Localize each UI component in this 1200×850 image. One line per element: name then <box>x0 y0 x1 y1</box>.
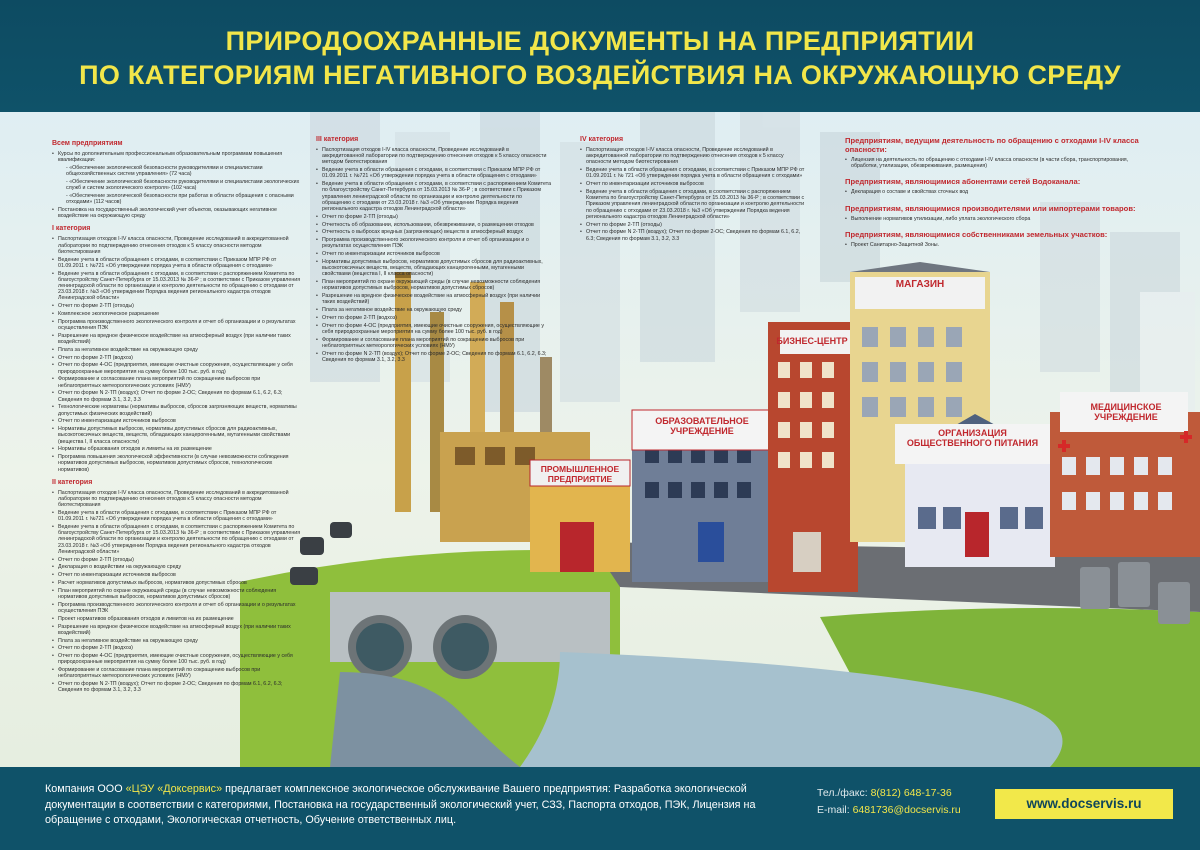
list-item: • Отчет по форме 4-ОС (предприятия, имеющие очистные сооружения, осуществляющие у себя природоохранные мероприятия на сумму более 100 тыс. руб. в год) <box>58 653 302 665</box>
business-center-building <box>768 322 858 592</box>
list-item: • Проект нормативов образования отходов и лимитов на их размещение <box>58 616 302 622</box>
list-item: • Проект Санитарно-Защитной Зоны. <box>851 242 1145 248</box>
section-title-land: Предприятиям, являющимися собственниками земельных участков: <box>845 229 1108 239</box>
list-item: • Плата за негативное воздействие на окружающую среду <box>322 307 552 313</box>
phone-label: Тел./факс: <box>817 787 871 799</box>
list-producers <box>845 216 1145 222</box>
list-item: • Отчет по форме N 2-ТП (воздух); Отчет по форме 2-ОС; Сведения по формам 6.1, 6.2, 6.3; Сведения по формам 3.1, 3.2, 3.3 <box>58 681 302 693</box>
list-item: • Ведение учета в области обращения с отходами, в соответствии с Приказом МПР РФ от 01.09.2011 г. №721 «Об утверждении порядка учета в области обращения с отходами» <box>58 257 302 269</box>
section-title-cat2: II категория <box>52 478 93 486</box>
label-school-line1: ОБРАЗОВАТЕЛЬНОЕ <box>655 416 749 426</box>
phone-row <box>817 785 961 802</box>
list-item: • Программа производственного экологического контроля и отчет об организации и о результатах осуществления ПЭК <box>58 602 302 614</box>
list-all <box>52 151 302 219</box>
list-land <box>845 242 1145 248</box>
list-item: • Нормативы допустимых выбросов, нормативов допустимых сбросов для радиоактивных, высокотоксичных веществ, веществ, обладающих канцерогенными, мутагенными свойствами (вещества I, II класса опасности) <box>322 259 552 278</box>
list-item: • Программа повышения экологической эффективности (в случае невозможности соблюдения нормативов допустимых выбросов, нормативов допустимых сбросов, технологических нормативов) <box>58 454 302 473</box>
list-item: • План мероприятий по охране окружающей среды (в случае невозможности соблюдения нормативов допустимых выбросов, нормативов допустимых сбросов) <box>58 588 302 600</box>
list-item: • Отчет по инвентаризации источников выбросов <box>58 572 302 578</box>
list-item: • Отчет по форме 2-ТП (водхоз) <box>58 355 302 361</box>
page-title-line-2: ПО КАТЕГОРИЯМ НЕГАТИВНОГО ВОЗДЕЙСТВИЯ НА ОКРУЖАЮЩУЮ СРЕДУ <box>79 60 1121 90</box>
list-item: • Отчет по форме 2-ТП (отходы) <box>586 222 805 228</box>
list-item: • Декларация о составе и свойствах сточных вод <box>851 189 1145 195</box>
list-item: • Отчетность об образовании, использовании, обезвреживании, о размещении отходов <box>322 222 552 228</box>
label-industry <box>532 464 628 484</box>
list-item: - «Обеспечение экологической безопасности руководителями и специалистами общехозяйственных систем управления» (72 часа) <box>66 165 263 178</box>
list-item: • Отчет по форме 4-ОС (предприятия, имеющие очистные сооружения, осуществляющие у себя природоохранные мероприятия на сумму более 100 тыс. руб. в год) <box>322 323 552 335</box>
list-item: • Паспортизация отходов I-IV класса опасности, Проведение исследований в аккредитованной лаборатории по подтверждению отнесения отходов к 5 классу опасности методом биотестирования <box>58 236 302 255</box>
list-item: • Выполнение нормативов утилизации, либо уплата экологического сбора <box>851 216 1145 222</box>
label-school <box>632 416 772 436</box>
list-item: • Отчет по форме 2-ТП (водхоз) <box>322 315 552 321</box>
list-item: • Нормативы допустимых выбросов, нормативы допустимых сбросов для радиоактивных, высокотоксичных веществ, веществ, обладающих канцерогенными, мутагенными свойствами (вещества I, II класса опасности) <box>58 426 302 445</box>
company-prefix: Компания ООО <box>45 783 126 795</box>
list-item: • Паспортизация отходов I-IV класса опасности, Проведение исследований в аккредитованной лаборатории по подтверждению отнесения отходов к 5 классу опасности методом биотестирования <box>58 490 302 509</box>
company-text: предлагает комплексное экологическое обслуживание Вашего предприятия: Разработка экологической документации в соответствии с категориями, Постановка на государственный экологический учет, СЗЗ, Паспорта отходов, ПЭК, Лицензия на обращение с отходами, Экологическая отчетность, Обучение ответственных лиц. <box>45 783 756 827</box>
list-item: • Ведение учета в области обращения с отходами, в соответствии с распоряжением Комитета по благоустройству Санкт-Петербурга от 15.03.2013 № 36-Р ; в соответствии с Приказом управления ленинградской области по организации и контролю деятельности по обращению с отходами от 23.03.2018 г. №3 «Об утверждении Порядка ведения регионального кадастра отходов Ленинградской области» <box>58 271 302 302</box>
column-all-cat1-cat2 <box>52 134 302 695</box>
label-medical-line2: УЧРЕЖДЕНИЕ <box>1094 412 1158 422</box>
list-item: • Отчет по инвентаризации источников выбросов <box>58 418 302 424</box>
page-title-line-1: ПРИРОДООХРАННЫЕ ДОКУМЕНТЫ НА ПРЕДПРИЯТИИ <box>225 26 975 56</box>
list-item: • Разрешение на вредное физическое воздействие на атмосферный воздух (при наличии таких воздействий) <box>322 293 552 305</box>
list-item: • Формирование и согласование плана мероприятий по сокращению выбросов при неблагоприятных метеорологических условиях (НМУ) <box>322 337 552 349</box>
label-business-center: БИЗНЕС-ЦЕНТР <box>776 336 848 346</box>
list-item: • Разрешение на вредное физическое воздействие на атмосферный воздух (при наличии таких воздействий) <box>58 624 302 636</box>
list-item: • Паспортизация отходов I-IV класса опасности, Проведение исследований в аккредитованной лаборатории по подтверждению отнесения отходов к 5 классу опасности методом биотестирования <box>586 147 805 166</box>
list-item: • Ведение учета в области обращения с отходами, в соответствии с Приказом МПР РФ от 01.09.2011 г. №721 «Об утверждении порядка учета в области обращения с отходами» <box>322 167 552 179</box>
label-school-line2: УЧРЕЖДЕНИЕ <box>670 426 734 436</box>
list-cat1 <box>52 236 302 472</box>
list-item: • Ведение учета в области обращения с отходами, в соответствии с Приказом МПР РФ от 01.09.2011 г. № 721 «Об утверждении порядка учета в области обращения с отходами» <box>586 167 805 179</box>
list-item: • Курсы по дополнительным профессиональным образовательным программам повышения квалификации: <box>58 151 302 163</box>
list-item: • Разрешение на вредное физическое воздействие на атмосферный воздух (при наличии таких воздействий) <box>58 333 302 345</box>
email-row <box>817 802 961 819</box>
list-item: - «Обеспечение экологической безопасности при работах в области обращения с опасными отходами» (112 часов) <box>66 193 294 206</box>
list-item: • Плата за негативное воздействие на окружающую среду <box>58 347 302 353</box>
list-item: • Нормативы образования отходов и лимиты на их размещение <box>58 446 302 452</box>
label-industry-line1: ПРОМЫШЛЕННОЕ <box>540 464 620 474</box>
section-title-cat4: IV категория <box>580 136 624 143</box>
list-item: • Отчет по форме 2-ТП (отходы) <box>58 303 302 309</box>
list-item: • Отчет по форме 2-ТП (отходы) <box>58 557 302 563</box>
label-medical <box>1066 402 1186 422</box>
section-title-all: Всем предприятиям <box>52 140 123 147</box>
list-cat3 <box>316 147 552 363</box>
section-title-cat3: III категория <box>316 136 359 143</box>
list-item: • Ведение учета в области обращения с отходами, в соответствии с распоряжением Комитета по благоустройству Санкт-Петербурга от 15.03.2013 № 36-Р ; в соответствии с Приказом управления ленинградской области по организации и контролю деятельности по обращению с отходами от 23.03.2018 г. №3 «Об утверждении Порядка ведения регионального кадастра отходов Ленинградской области» <box>58 524 302 555</box>
list-item: • Лицензия на деятельность по обращению с отходами I-IV класса опасности (в части сбора, транспортирования, обработки, утилизации, обезвреживания, размещения) <box>851 157 1145 169</box>
list-item: • Отчет по форме 4-ОС (предприятия, имеющие очистные сооружения, осуществляющие у себя природоохранные мероприятия на сумму более 100 тыс. руб. в год) <box>58 362 302 374</box>
list-item: • Ведение учета в области обращения с отходами, в соответствии с Приказом МПР РФ от 01.09.2011 г. №721 «Об утверждении порядка учета в области обращения с отходами» <box>58 510 302 522</box>
phone-number[interactable]: 8(812) 648-17-36 <box>870 787 952 799</box>
list-item: • Расчет нормативов допустимых выбросов, нормативов допустимых сбросов <box>58 580 302 586</box>
list-item: • Формирование и согласование плана мероприятий по сокращению выбросов при неблагоприятных метеорологических условиях (НМУ) <box>58 667 302 679</box>
list-item: • Комплексное экологическое разрешение <box>58 311 302 317</box>
list-item: • Программа производственного экологического контроля и отчет об организации и о результатах осуществления ПЭК <box>58 319 302 331</box>
label-restaurant <box>895 428 1050 448</box>
label-restaurant-line1: ОРГАНИЗАЦИЯ <box>938 428 1007 438</box>
column-special <box>845 128 1145 250</box>
company-description <box>45 782 790 829</box>
section-title-producers: Предприятиям, являющимися производителями или импортерами товаров: <box>845 203 1136 213</box>
header-banner <box>0 0 1200 112</box>
list-cat2 <box>52 490 302 694</box>
list-item: • Декларация о воздействии на окружающую среду <box>58 564 302 570</box>
section-title-water: Предприятиям, являющимися абонентами сетей Водоканала: <box>845 177 1081 187</box>
list-item: • Отчет по форме N 2-ТП (воздух); Отчет по форме 2-ОС; Сведения по формам 6.1, 6.2, 6.3; Сведения по формам 3.1, 3.2, 3.3 <box>586 229 805 241</box>
list-item: • Формирование и согласование плана мероприятий по сокращению выбросов при неблагоприятных метеорологических условиях (НМУ) <box>58 376 302 388</box>
email-address[interactable]: 6481736@docservis.ru <box>852 804 961 816</box>
label-medical-line1: МЕДИЦИНСКОЕ <box>1090 402 1162 412</box>
list-item: • Отчет по форме 2-ТП (водхоз) <box>58 645 302 651</box>
list-item: • Отчет по форме N 2-ТП (воздух); Отчет по форме 2-ОС; Сведения по формам 6.1, 6.2, 6.3; Сведения по формам 3.1, 3.2, 3.3 <box>58 390 302 402</box>
list-item: • Отчет по инвентаризации источников выбросов <box>586 181 805 187</box>
main-panel <box>0 112 1200 767</box>
section-title-cat1: I категория <box>52 225 91 233</box>
contacts <box>817 785 961 819</box>
label-industry-line2: ПРЕДПРИЯТИЕ <box>547 474 613 484</box>
list-item: • Ведение учета в области обращения с отходами, в соответствии с распоряжением Комитета по благоустройству Санкт-Петербурга от 15.03.2013 № 36-Р ; в соответствии с Приказом управления ленинградской области по организации и контролю деятельности по обращению с отходами от 23.03.2018 г. №3 «Об утверждении Порядка ведения регионального кадастра отходов Ленинградской области» <box>322 181 552 212</box>
email-label: E-mail: <box>817 804 853 816</box>
list-item: • Отчетность о выбросах вредных (загрязняющих) веществ в атмосферный воздух <box>322 229 552 235</box>
list-item: • Паспортизация отходов I-IV класса опасности, Проведение исследований в аккредитованной лаборатории по подтверждению отнесения отходов к 5 классу опасности методом биотестирования <box>322 147 552 166</box>
footer <box>0 767 1200 850</box>
list-item: • Отчет по форме N 2-ТП (воздух); Отчет по форме 2-ОС; Сведения по формам 6.1, 6.2, 6.3; Сведения по формам 3.1, 3.2, 3.3 <box>322 351 552 363</box>
column-cat3 <box>316 130 552 365</box>
list-water <box>845 189 1145 195</box>
label-shop: МАГАЗИН <box>895 279 945 290</box>
column-cat4 <box>580 130 805 243</box>
list-item: • Ведение учета в области обращения с отходами, в соответствии с распоряжением Комитета по благоустройству Санкт-Петербурга от 15.03.2013 № 36-Р ; в соответствии с Приказом управления ленинградской области по организации и контролю деятельности по обращению с отходами от 23.03.2018 г. №3 «Об утверждении Порядка ведения регионального кадастра отходов Ленинградской области» <box>586 189 805 220</box>
list-item: • Постановка на государственный экологический учет объектов, оказывающих негативное воздействие на окружающую среду <box>58 207 302 219</box>
list-item: - «Обеспечение экологической безопасности руководителями и специалистами экологических служб и систем экологического контроля» (102 часа) <box>66 179 300 192</box>
list-item: • Отчет по форме 2-ТП (отходы) <box>322 214 552 220</box>
list-cat4 <box>580 147 805 242</box>
label-restaurant-line2: ОБЩЕСТВЕННОГО ПИТАНИЯ <box>906 438 1039 448</box>
list-item: • Плата за негативное воздействие на окружающую среду <box>58 638 302 644</box>
list-item: • План мероприятий по охране окружающей среды (в случае невозможности соблюдения нормативов допустимых выбросов, нормативов допустимых сбросов) <box>322 279 552 291</box>
list-item: • Программа производственного экологического контроля и отчет об организации и о результатах осуществления ПЭК <box>322 237 552 249</box>
list-waste <box>845 157 1145 169</box>
list-item: • Отчет по инвентаризации источников выбросов <box>322 251 552 257</box>
section-title-waste: Предприятиям, ведущим деятельность по обращению с отходами I-IV класса опасности: <box>845 136 1139 154</box>
list-item: • Технологические нормативы (нормативы выбросов, сбросов загрязняющих веществ, нормативы допустимых физических воздействий) <box>58 404 302 416</box>
company-name: «ЦЭУ «Доксервис» <box>125 783 223 795</box>
website-link[interactable]: www.docservis.ru <box>995 789 1173 819</box>
